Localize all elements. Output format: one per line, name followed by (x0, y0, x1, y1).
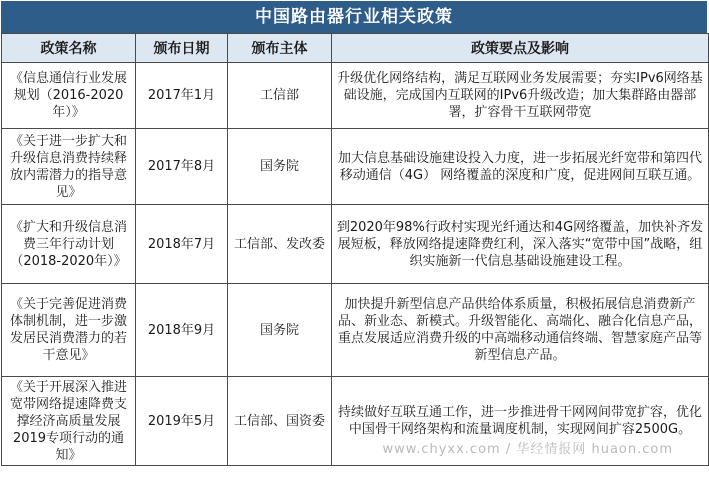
watermark: www.chyxx.com / 华经情报网 huaon.com (382, 442, 673, 457)
issuer-cell: 工信部 (228, 63, 332, 129)
impact-cell: 持续做好互联互通工作，进一步推进骨干网网间带宽扩容，优化中国骨干网络架构和流量调度机制，实现网间扩容2500G。 (332, 377, 709, 466)
issuer-cell: 工信部、国资委 (228, 377, 332, 466)
issue-date-cell: 2019年5月 (136, 377, 228, 466)
policy-name-cell: 《信息通信行业发展规划（2016-2020年）》 (2, 63, 136, 129)
issue-date-cell: 2018年7月 (136, 205, 228, 284)
policy-name-cell: 《关于完善促进消费体制机制，进一步激发居民消费潜力的若干意见》 (2, 284, 136, 377)
page-title: 中国路由器行业相关政策 (1, 1, 707, 33)
impact-cell: 升级优化网络结构，满足互联网业务发展需要；夯实IPv6网络基础设施，完成国内互联网的IPv6升级改造；加大集群路由器部署，扩容骨干互联网带宽 (332, 63, 709, 129)
table-row (2, 63, 709, 129)
issue-date-cell: 2017年8月 (136, 129, 228, 205)
impact-cell: 加大信息基础设施建设投入力度，进一步拓展光纤宽带和第四代移动通信（4G） 网络覆盖的深度和广度，促进网间互联互通。 (332, 129, 709, 205)
header-issue-date: 颁布日期 (136, 34, 228, 63)
issuer-cell: 国务院 (228, 284, 332, 377)
issue-date-cell: 2018年9月 (136, 284, 228, 377)
impact-cell: 加快提升新型信息产品供给体系质量，积极拓展信息消费新产品、新业态、新模式。升级智能化、高端化、融合化信息产品，重点发展适应消费升级的中高端移动通信终端、智慧家庭产品等新型信息产品。 (332, 284, 709, 377)
policy-name-cell: 《关于进一步扩大和升级信息消费持续释放内需潜力的指导意见》 (2, 129, 136, 205)
policy-name-cell: 《扩大和升级信息消费三年行动计划（2018-2020年）》 (2, 205, 136, 284)
table-row (2, 205, 709, 284)
table-row (2, 129, 709, 205)
table-row (2, 284, 709, 377)
header-issuer: 颁布主体 (228, 34, 332, 63)
issuer-cell: 国务院 (228, 129, 332, 205)
impact-cell: 到2020年98%行政村实现光纤通达和4G网络覆盖，加快补齐发展短板，释放网络提速降费红利，深入落实“宽带中国”战略，组织实施新一代信息基础设施建设工程。 (332, 205, 709, 284)
issuer-cell: 工信部、发改委 (228, 205, 332, 284)
issue-date-cell: 2017年1月 (136, 63, 228, 129)
header-impact: 政策要点及影响 (332, 34, 709, 63)
table-header-row (2, 34, 709, 63)
policy-name-cell: 《关于开展深入推进宽带网络提速降费支撑经济高质量发展2019专项行动的通知》 (2, 377, 136, 466)
header-policy-name: 政策名称 (2, 34, 136, 63)
policy-table (1, 33, 709, 466)
